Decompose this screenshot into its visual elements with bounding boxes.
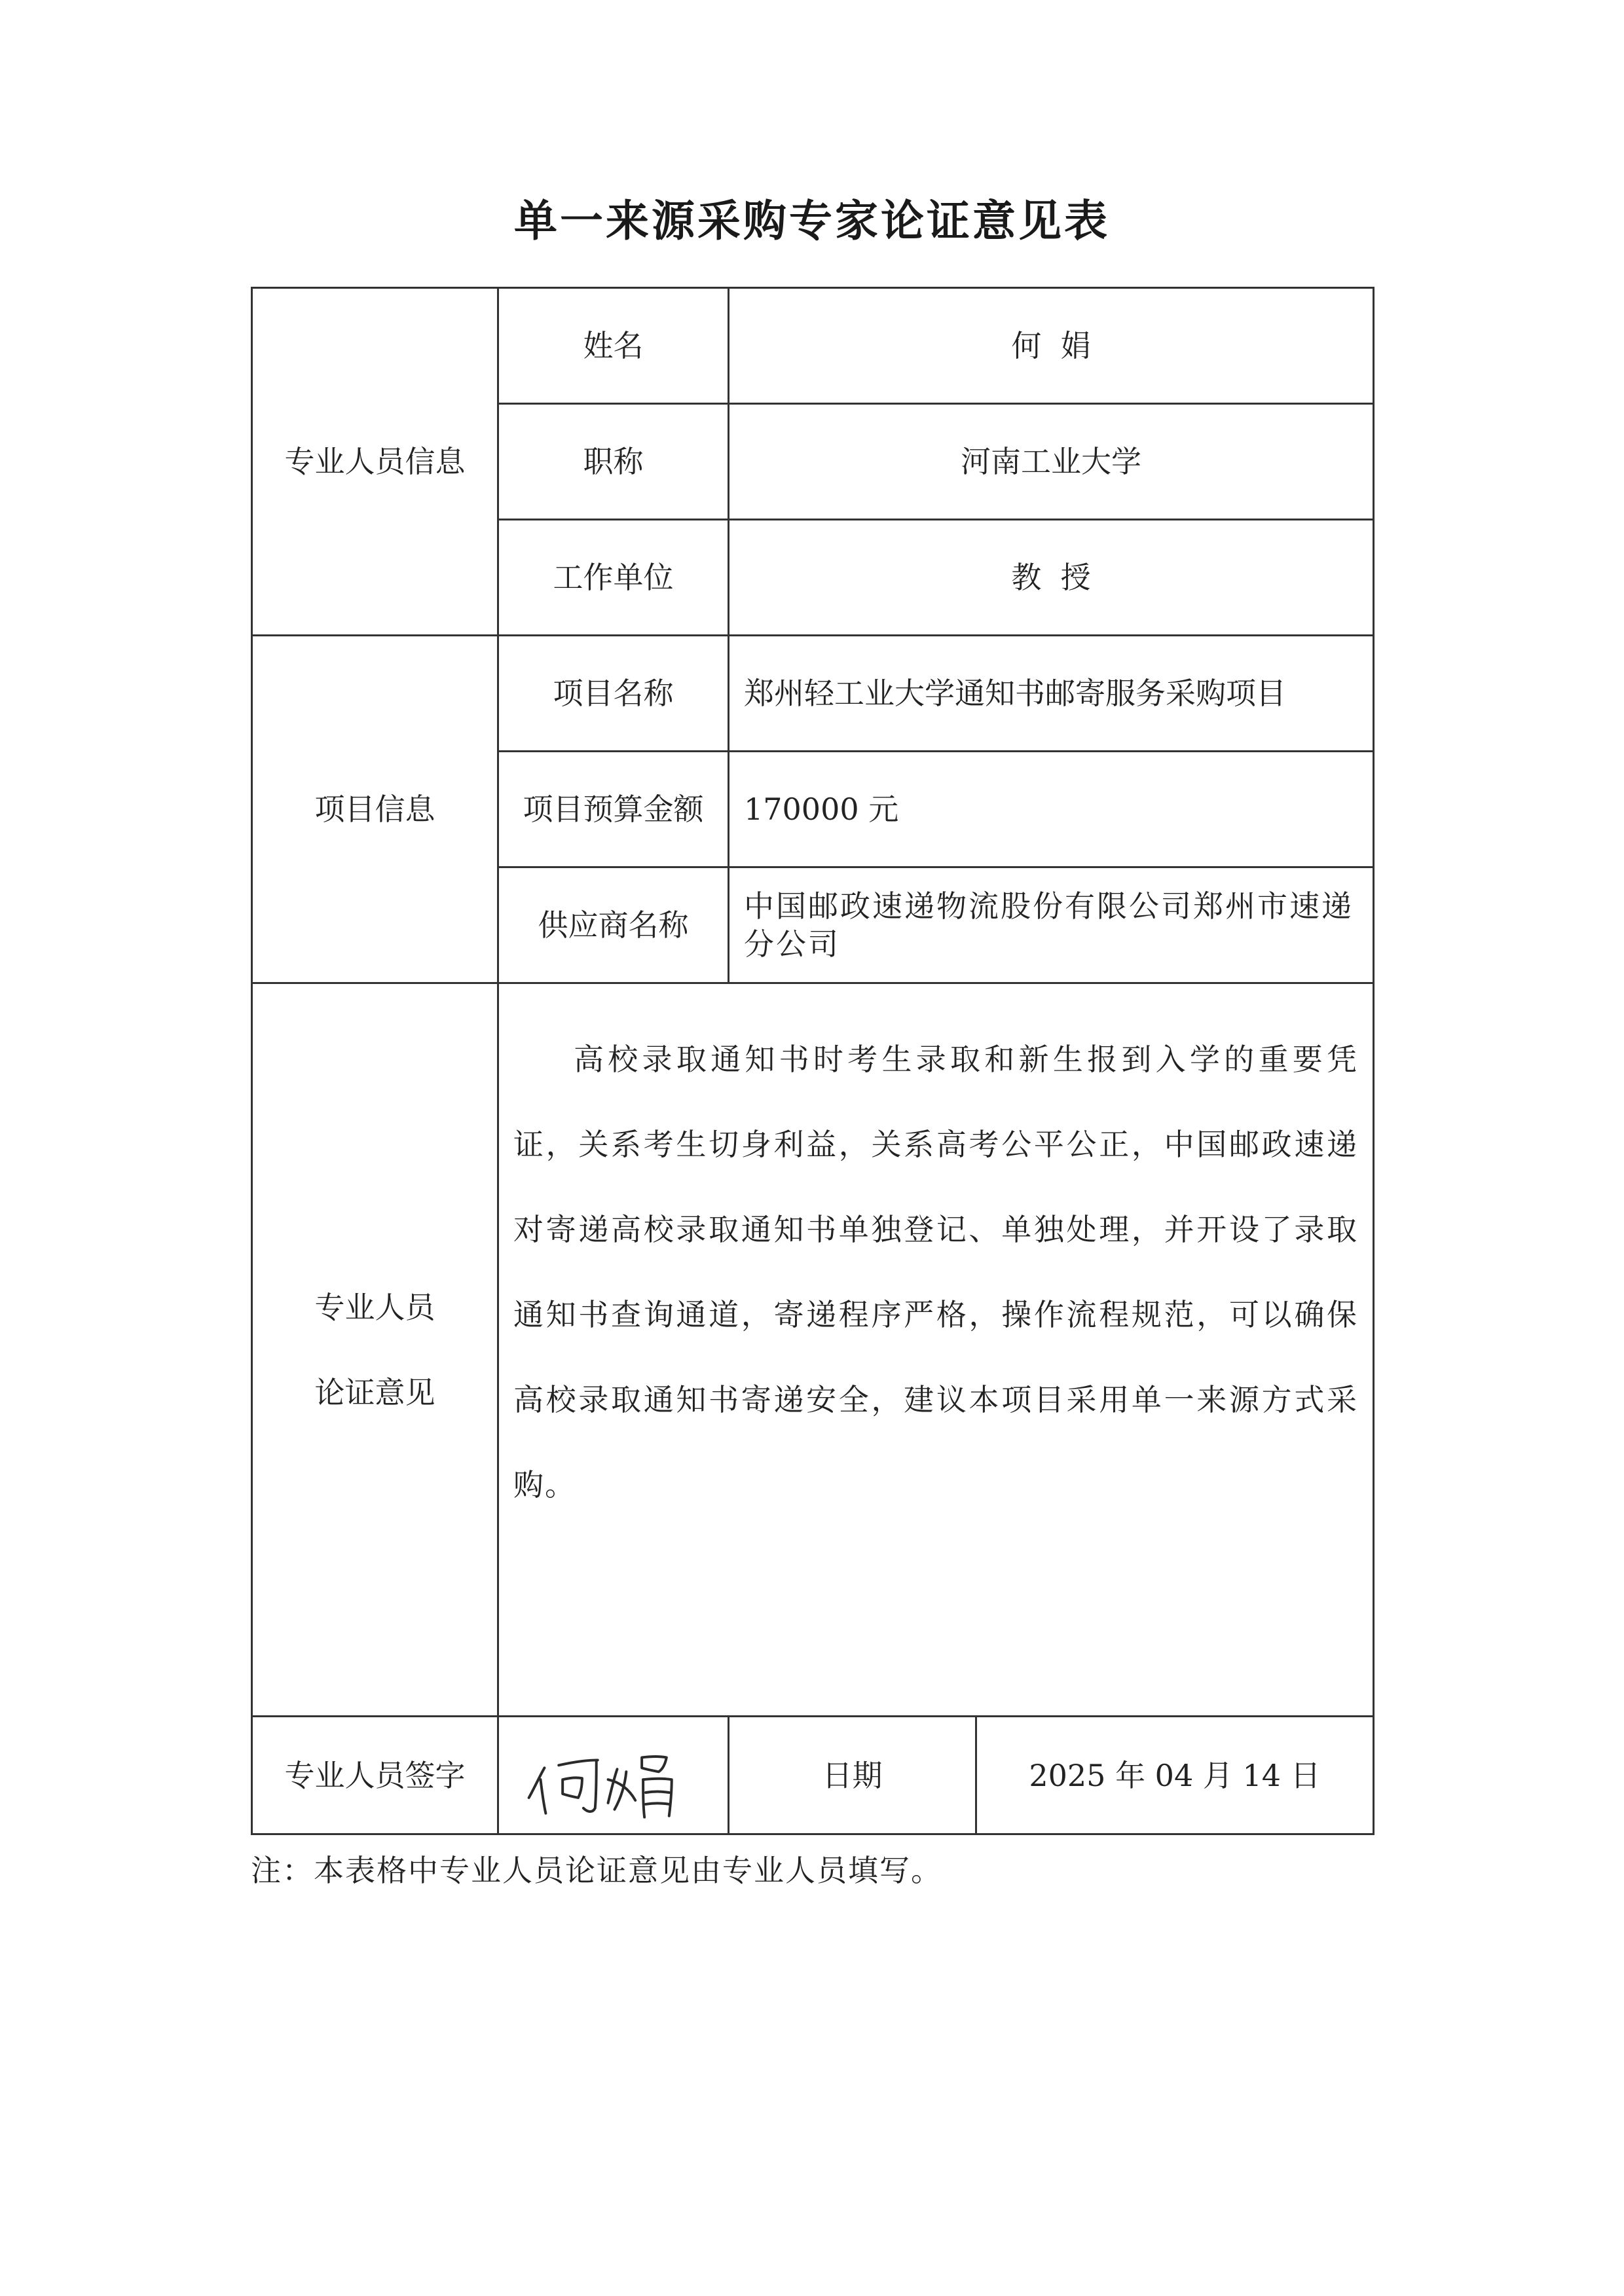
opinion-form-table — [251, 287, 1375, 1835]
document-title: 单一来源采购专家论证意见表 — [514, 195, 1110, 246]
table-row — [252, 983, 1374, 1717]
work-unit-value: 教 授 — [729, 520, 1374, 636]
opinion-section-label — [252, 983, 498, 1717]
project-section-label: 项目信息 — [252, 636, 498, 983]
job-title-value: 河南工业大学 — [729, 404, 1374, 520]
supplier-value: 中国邮政速递物流股份有限公司郑州市速递分公司 — [729, 867, 1374, 983]
opinion-label-line1: 专业人员 — [314, 1289, 435, 1325]
opinion-label-line2: 论证意见 — [314, 1374, 435, 1410]
project-name-label: 项目名称 — [498, 636, 729, 752]
signature-label: 专业人员签字 — [252, 1717, 498, 1834]
opinion-text-cell — [498, 983, 1374, 1717]
opinion-text: 高校录取通知书时考生录取和新生报到入学的重要凭证，关系考生切身利益，关系高考公平公正，中国邮政速递对寄递高校录取通知书单独登记、单独处理，并开设了录取通知书查询通道，寄递程序严格，操作流程规范，可以确保高校录取通知书寄递安全，建议本项目采用单一来源方式采购。 — [513, 1042, 1358, 1503]
work-unit-label: 工作单位 — [498, 520, 729, 636]
date-value: 2025 年 04 月 14 日 — [976, 1717, 1374, 1834]
name-label: 姓名 — [498, 288, 729, 404]
budget-value: 170000 元 — [729, 752, 1374, 867]
date-label: 日期 — [729, 1717, 976, 1834]
project-name-value: 郑州轻工业大学通知书邮寄服务采购项目 — [729, 636, 1374, 752]
supplier-label: 供应商名称 — [498, 867, 729, 983]
table-row — [252, 1717, 1374, 1834]
footnote: 注：本表格中专业人员论证意见由专业人员填写。 — [251, 1853, 942, 1888]
table-row — [252, 636, 1374, 752]
budget-label: 项目预算金额 — [498, 752, 729, 867]
signature-cell — [498, 1717, 729, 1834]
personnel-section-label: 专业人员信息 — [252, 288, 498, 636]
handwritten-signature — [499, 1717, 728, 1833]
name-value: 何 娟 — [729, 288, 1374, 404]
table-row — [252, 288, 1374, 404]
job-title-label: 职称 — [498, 404, 729, 520]
